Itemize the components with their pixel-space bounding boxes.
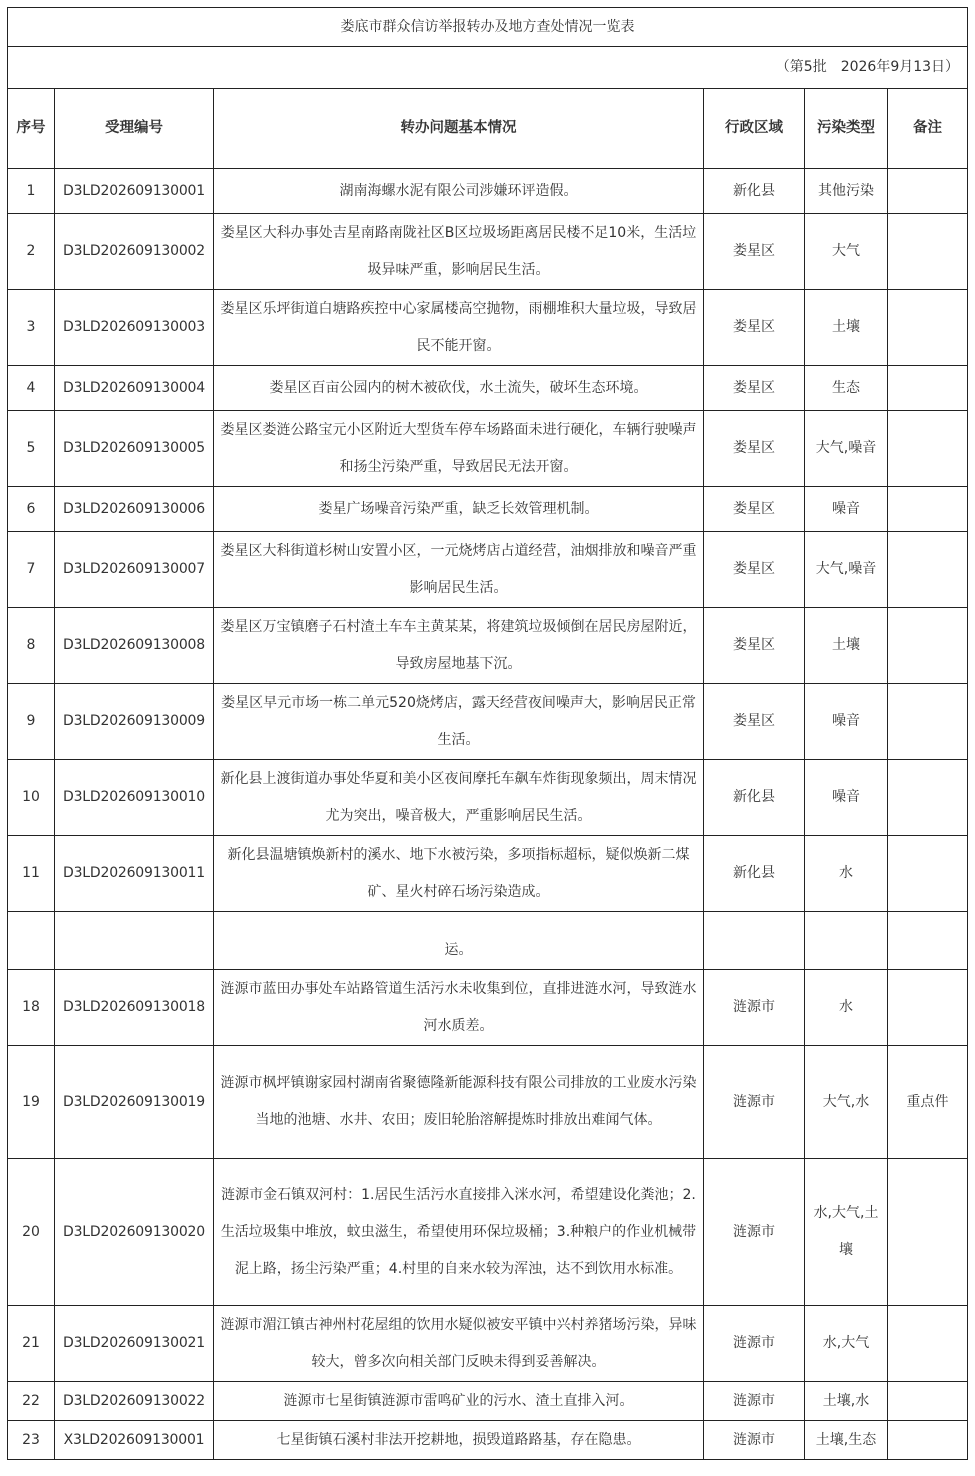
row-note xyxy=(888,1306,968,1382)
row-description: 娄星区早元市场一栋二单元520烧烤店，露天经营夜间噪声大，影响居民正常生活。 xyxy=(214,684,704,760)
row-pollution-type: 土壤,生态 xyxy=(805,1421,888,1460)
row-description: 涟源市枫坪镇谢家园村湖南省聚德隆新能源科技有限公司排放的工业废水污染当地的池塘、水井、农田；废旧轮胎溶解提炼时排放出难闻气体。 xyxy=(214,1046,704,1159)
row-code: D3LD202609130009 xyxy=(55,684,214,760)
row-code: X3LD202609130001 xyxy=(55,1421,214,1460)
table-row xyxy=(8,487,968,532)
row-region: 娄星区 xyxy=(704,608,805,684)
table-row xyxy=(8,836,968,912)
row-description: 娄星区乐坪街道白塘路疾控中心家属楼高空抛物，雨棚堆积大量垃圾，导致居民不能开窗。 xyxy=(214,290,704,366)
row-note: 重点件 xyxy=(888,1046,968,1159)
row-number: 18 xyxy=(8,970,55,1046)
row-pollution-type: 其他污染 xyxy=(805,169,888,214)
row-pollution-type: 土壤,水 xyxy=(805,1382,888,1421)
row-code: D3LD202609130008 xyxy=(55,608,214,684)
row-region: 涟源市 xyxy=(704,970,805,1046)
row-note xyxy=(888,760,968,836)
table-row xyxy=(8,684,968,760)
table-row xyxy=(8,970,968,1046)
row-region: 娄星区 xyxy=(704,214,805,290)
row-description: 运。 xyxy=(214,922,704,980)
table-row xyxy=(8,1382,968,1421)
header-code: 受理编号 xyxy=(55,89,214,169)
row-note xyxy=(888,532,968,608)
row-region: 新化县 xyxy=(704,169,805,214)
row-region: 涟源市 xyxy=(704,1159,805,1306)
row-pollution-type: 大气,噪音 xyxy=(805,532,888,608)
row-region: 娄星区 xyxy=(704,684,805,760)
row-note xyxy=(888,290,968,366)
row-region: 娄星区 xyxy=(704,366,805,411)
row-number: 20 xyxy=(8,1159,55,1306)
row-number: 5 xyxy=(8,411,55,487)
row-pollution-type: 水 xyxy=(805,970,888,1046)
row-code: D3LD202609130010 xyxy=(55,760,214,836)
row-number: 9 xyxy=(8,684,55,760)
table-row xyxy=(8,214,968,290)
row-code: D3LD202609130006 xyxy=(55,487,214,532)
row-number: 1 xyxy=(8,169,55,214)
row-pollution-type: 水 xyxy=(805,836,888,912)
row-pollution-type xyxy=(805,912,888,970)
row-pollution-type: 大气,噪音 xyxy=(805,411,888,487)
row-code: D3LD202609130007 xyxy=(55,532,214,608)
table-row xyxy=(8,1046,968,1159)
table-row xyxy=(8,1421,968,1460)
row-code: D3LD202609130018 xyxy=(55,970,214,1046)
row-note xyxy=(888,169,968,214)
header-note: 备注 xyxy=(888,89,968,169)
row-description: 娄星区百亩公园内的树木被砍伐，水土流失，破坏生态环境。 xyxy=(214,366,704,411)
row-code: D3LD202609130021 xyxy=(55,1306,214,1382)
row-description: 七星街镇石溪村非法开挖耕地，损毁道路路基，存在隐患。 xyxy=(214,1421,704,1460)
row-note xyxy=(888,1159,968,1306)
table-row xyxy=(8,411,968,487)
row-code: D3LD202609130019 xyxy=(55,1046,214,1159)
header-pollution-type: 污染类型 xyxy=(805,89,888,169)
row-description: 新化县温塘镇焕新村的溪水、地下水被污染，多项指标超标，疑似焕新二煤矿、星火村碎石场污染造成。 xyxy=(214,836,704,912)
row-note xyxy=(888,684,968,760)
table-row xyxy=(8,169,968,214)
row-number: 23 xyxy=(8,1421,55,1460)
row-region: 涟源市 xyxy=(704,1306,805,1382)
table-row xyxy=(8,1159,968,1306)
table-row xyxy=(8,912,968,970)
table-row xyxy=(8,1306,968,1382)
row-pollution-type: 噪音 xyxy=(805,760,888,836)
row-number: 8 xyxy=(8,608,55,684)
row-description: 涟源市七星街镇涟源市雷鸣矿业的污水、渣土直排入河。 xyxy=(214,1382,704,1421)
row-number: 7 xyxy=(8,532,55,608)
row-code: D3LD202609130001 xyxy=(55,169,214,214)
row-number: 6 xyxy=(8,487,55,532)
row-note xyxy=(888,1382,968,1421)
row-note xyxy=(888,411,968,487)
row-region: 新化县 xyxy=(704,836,805,912)
row-pollution-type: 水,大气,土壤 xyxy=(805,1159,888,1306)
row-code: D3LD202609130002 xyxy=(55,214,214,290)
table-row xyxy=(8,366,968,411)
row-number: 4 xyxy=(8,366,55,411)
row-number: 10 xyxy=(8,760,55,836)
row-description: 娄星区万宝镇磨子石村渣土车车主黄某某，将建筑垃圾倾倒在居民房屋附近，导致房屋地基下沉。 xyxy=(214,608,704,684)
row-description: 娄星区大科办事处吉星南路南陇社区B区垃圾场距离居民楼不足10米，生活垃圾异味严重，影响居民生活。 xyxy=(214,214,704,290)
batch-info: （第5批 2026年9月13日） xyxy=(8,47,968,89)
row-code: D3LD202609130003 xyxy=(55,290,214,366)
row-code: D3LD202609130004 xyxy=(55,366,214,411)
header-row xyxy=(8,89,968,169)
row-pollution-type: 大气 xyxy=(805,214,888,290)
table-row xyxy=(8,760,968,836)
table-title-row xyxy=(8,8,968,47)
row-description: 娄星区大科街道杉树山安置小区，一元烧烤店占道经营，油烟排放和噪音严重影响居民生活。 xyxy=(214,532,704,608)
row-region: 娄星区 xyxy=(704,411,805,487)
row-number: 21 xyxy=(8,1306,55,1382)
row-code: D3LD202609130020 xyxy=(55,1159,214,1306)
row-region: 娄星区 xyxy=(704,532,805,608)
row-pollution-type: 生态 xyxy=(805,366,888,411)
row-number xyxy=(8,912,55,970)
row-note xyxy=(888,608,968,684)
row-pollution-type: 噪音 xyxy=(805,684,888,760)
row-number: 19 xyxy=(8,1046,55,1159)
row-region: 娄星区 xyxy=(704,487,805,532)
table-row xyxy=(8,608,968,684)
row-pollution-type: 土壤 xyxy=(805,290,888,366)
row-region: 涟源市 xyxy=(704,1421,805,1460)
row-region xyxy=(704,912,805,970)
document-sheet xyxy=(7,7,967,1460)
row-description: 湖南海螺水泥有限公司涉嫌环评造假。 xyxy=(214,169,704,214)
row-code: D3LD202609130005 xyxy=(55,411,214,487)
row-code: D3LD202609130011 xyxy=(55,836,214,912)
row-description: 涟源市蓝田办事处车站路管道生活污水未收集到位，直排进涟水河，导致涟水河水质差。 xyxy=(214,970,704,1046)
row-description: 娄星广场噪音污染严重，缺乏长效管理机制。 xyxy=(214,487,704,532)
row-note xyxy=(888,1421,968,1460)
row-number: 22 xyxy=(8,1382,55,1421)
complaint-table xyxy=(7,7,968,1460)
row-region: 涟源市 xyxy=(704,1046,805,1159)
row-note xyxy=(888,214,968,290)
row-number: 2 xyxy=(8,214,55,290)
header-region: 行政区域 xyxy=(704,89,805,169)
row-note xyxy=(888,836,968,912)
row-note xyxy=(888,487,968,532)
row-description: 涟源市湄江镇古神州村花屋组的饮用水疑似被安平镇中兴村养猪场污染，异味较大，曾多次向相关部门反映未得到妥善解决。 xyxy=(214,1306,704,1382)
header-no: 序号 xyxy=(8,89,55,169)
row-description: 娄星区娄涟公路宝元小区附近大型货车停车场路面未进行硬化，车辆行驶噪声和扬尘污染严重，导致居民无法开窗。 xyxy=(214,411,704,487)
row-description: 涟源市金石镇双河村：1.居民生活污水直接排入洣水河，希望建设化粪池；2.生活垃圾集中堆放，蚊虫滋生，希望使用环保垃圾桶；3.种粮户的作业机械带泥上路，扬尘污染严重；4.村里的自来水较为浑浊，达不到饮用水标准。 xyxy=(214,1159,704,1306)
row-pollution-type: 噪音 xyxy=(805,487,888,532)
row-region: 娄星区 xyxy=(704,290,805,366)
row-region: 涟源市 xyxy=(704,1382,805,1421)
header-description: 转办问题基本情况 xyxy=(214,89,704,169)
row-pollution-type: 土壤 xyxy=(805,608,888,684)
row-note xyxy=(888,970,968,1046)
table-row xyxy=(8,532,968,608)
table-title: 娄底市群众信访举报转办及地方查处情况一览表 xyxy=(8,8,968,47)
row-code: D3LD202609130022 xyxy=(55,1382,214,1421)
row-number: 11 xyxy=(8,836,55,912)
row-pollution-type: 水,大气 xyxy=(805,1306,888,1382)
row-region: 新化县 xyxy=(704,760,805,836)
row-note xyxy=(888,366,968,411)
row-note xyxy=(888,912,968,970)
row-description: 新化县上渡街道办事处华夏和美小区夜间摩托车飙车炸街现象频出，周末情况尤为突出，噪音极大，严重影响居民生活。 xyxy=(214,760,704,836)
row-pollution-type: 大气,水 xyxy=(805,1046,888,1159)
batch-row xyxy=(8,47,968,89)
row-number: 3 xyxy=(8,290,55,366)
table-row xyxy=(8,290,968,366)
row-code xyxy=(55,912,214,970)
